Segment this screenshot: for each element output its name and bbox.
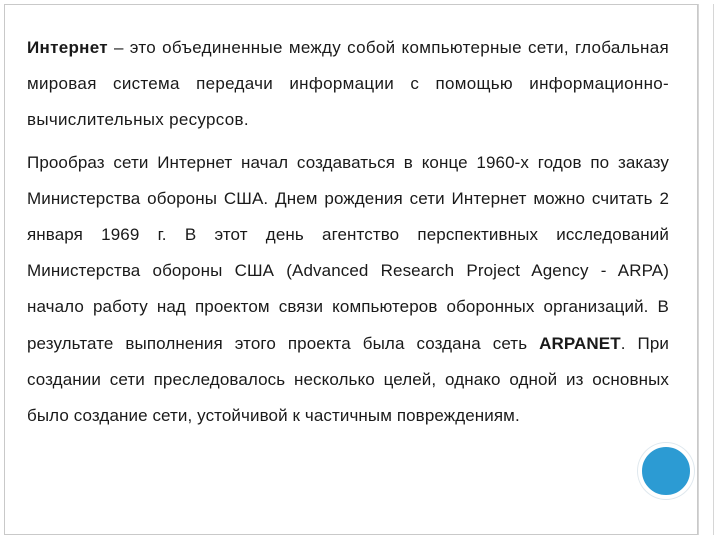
slide-right-border <box>698 4 714 535</box>
history-text-part1: Прообраз сети Интернет начал создаваться в конце 1960-х годов по заказу Министерства обороны США. Днем рождения сети Интернет можно считать 2 января 1969 г. В этот день агентство перспективных исследований Министерства обороны США (Advanced Research Project Agency - ARPA) начало работу над проектом связи компьютеров оборонных организаций. В результате выполнения этого проекта была создана сеть <box>27 152 669 353</box>
history-text-part2: . При создании сети преследовалось несколько целей, однако одной из основных было создание сети, устойчивой к частичным повреждениям. <box>27 333 669 426</box>
definition-text: – это объединенные между собой компьютерные сети, глобальная мировая система передачи информации с помощью информационно-вычислительных ресурсов. <box>27 38 669 130</box>
definition-paragraph <box>27 30 669 139</box>
slide-content <box>27 30 669 434</box>
term-internet: Интернет <box>27 38 108 57</box>
arpanet-term: ARPANET <box>539 333 621 353</box>
decorative-circle <box>638 443 694 499</box>
history-paragraph <box>27 145 669 435</box>
